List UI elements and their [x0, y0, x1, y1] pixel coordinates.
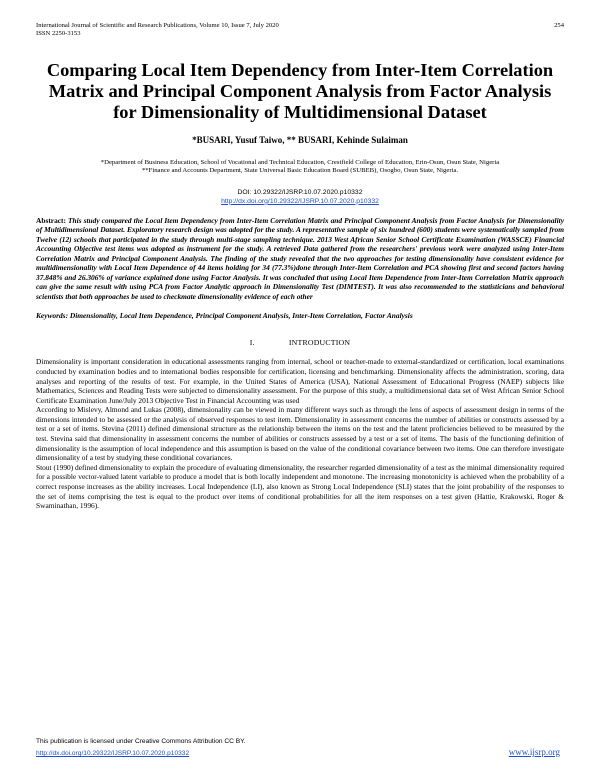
section-title: INTRODUCTION: [288, 338, 351, 348]
introduction-body: [36, 357, 564, 511]
license-text: This publication is licensed under Creative Commons Attribution CC BY.: [36, 738, 246, 745]
page-footer: [36, 737, 560, 759]
affiliation-2: **Finance and Accounts Department, State Universal Basic Education Board (SUBEB), Osogbo, Osun State, Nigeria.: [141, 167, 459, 175]
keywords: Keywords: Dimensionality, Local Item Dependence, Principal Component Analysis, Inter-Item Correlation, Factor Analysis: [36, 311, 413, 321]
issn: ISSN 2250-3153: [36, 30, 81, 37]
journal-info: [36, 22, 279, 38]
footer-doi-link[interactable]: http://dx.doi.org/10.29322/IJSRP.10.07.2020.p10332: [36, 750, 190, 757]
abstract: [36, 216, 564, 302]
affiliation-1: *Department of Business Education, School of Vocational and Technical Education, Crestfield College of Education, Erin-Osun, Osun State, Nigeria: [100, 159, 500, 166]
authors: *BUSARI, Yusuf Taiwo, ** BUSARI, Kehinde Sulaiman: [192, 135, 408, 145]
section-number: I.: [249, 338, 255, 348]
affiliations: [36, 159, 564, 176]
abstract-text: This study compared the Local Item Dependency from Inter-Item Correlation Matrix and Principal Component Analysis from Factor Analysis for Dimensionality of Multidimensional Dataset. Exploratory research design was adopted for the study. A representative sample of six hundred (600) students were systematically sampled from Twelve (12) schools that participated in the study through multi-stage sampling technique. 2013 West African Senior School Certificate Examination (WASSCE) Financial Accounting Objective test items was adopted as instrument for the study. A retrieved Data gathered from the researchers' previous work were analyzed using Inter-Item Correlation Matrix and Principal Component Analysis. The finding of the study revealed that the two approaches for testing dimensionality have consistent evidence for multidimensionality with Local Item Dependence of 44 items holding for 34 (77.3%)done through Inter-Item Correlation and PCA showing first and second factors having 37.848% and 26.306% of variance explained done using Factor Analysis. It was concluded that using Local Item Dependence from Inter-Item Correlation Matrix approach can give the same result with using PCA from Factor Analytic approach in Dimensionality Test (DIMTEST). It was also recommended to the statisticians and behavioral scientists that both approaches be used to checkmate dimensionality evidence of each other: [36, 215, 564, 301]
paragraph-1: Dimensionality is important consideration in educational assessments ranging from internal, school or teacher-made to external-standardized or certification, local examinations conducted by examination bodies and to international bodies responsible for certification, licensing and benchmarking. Dimensionality affects the administration, scoring, data analyses and reporting of the results of test. For example, in the United States of America (USA), National Assessment of Educational Progress (NAEP) subjects like Mathematics, Sciences and Reading Tests were subjected to dimensionality assessment. For the purpose of this study, a multidimensional data set of West African Senior School Certificate Examination June/July 2013 Objective Test in Financial Accounting was used: [36, 357, 564, 405]
paper-title: Comparing Local Item Dependency from Inter-Item Correlation Matrix and Principal Component Analysis from Factor Analysis for Dimensionality of Multidimensional Dataset: [46, 60, 554, 122]
page-number: 254: [554, 22, 564, 29]
journal-website-link[interactable]: www.ijsrp.org: [508, 747, 560, 757]
running-head: [36, 22, 564, 38]
doi-block: [36, 188, 564, 206]
section-heading: [36, 338, 564, 347]
journal-line: International Journal of Scientific and Research Publications, Volume 10, Issue 7, July 2020: [36, 22, 279, 29]
paragraph-3: Stout (1990) defined dimensionality to explain the procedure of evaluating dimensionality, the researcher regarded dimensionality of a test as the minimal dimensionality required for a possible vector-valued latent variable to produce a model that is both locally independent and monotone. The increasing monotonicity is achieved when the probability of a correct response increases as the ability increases. Local Independence (LI), also known as Strong Local Independence (SLI) states that the joint probability of the responses to the set of items comprising the test is equal to the product over items of conditional probabilities for all the item responses on a test given (Hattie, Krakowski, Roger & Swaminathan, 1996).: [36, 462, 564, 511]
abstract-label: Abstract:: [36, 215, 66, 225]
paragraph-2: According to Mislevy, Almond and Lukas (2008), dimensionality can be viewed in many different ways such as through the lens of aspects of assessment design in terms of the dimensions intended to be assessed or the analysis of observed responses to test item. Dimensionality in assessment concerns the number of abilities or constructs assessed by a test or a set of items. Stevina (2011) defined dimensional structure as the relationship between the items on the test and the latent proficiencies believed to be measured by the test. Stevina said that dimensionality in assessment concerns the number of abilities or constructs assessed by a test or a set of items. The basis of the functioning definition of dimensionality is the assumption of local independence and this assumption is based on the value of the conditional covariance between two items. One can therefore investigate dimensionality of a test by studying these conditional covariances.: [36, 405, 564, 463]
doi-link[interactable]: http://dx.doi.org/10.29322/IJSRP.10.07.2020.p10332: [221, 197, 379, 205]
doi-text: DOI: 10.29322/IJSRP.10.07.2020.p10332: [237, 188, 363, 196]
